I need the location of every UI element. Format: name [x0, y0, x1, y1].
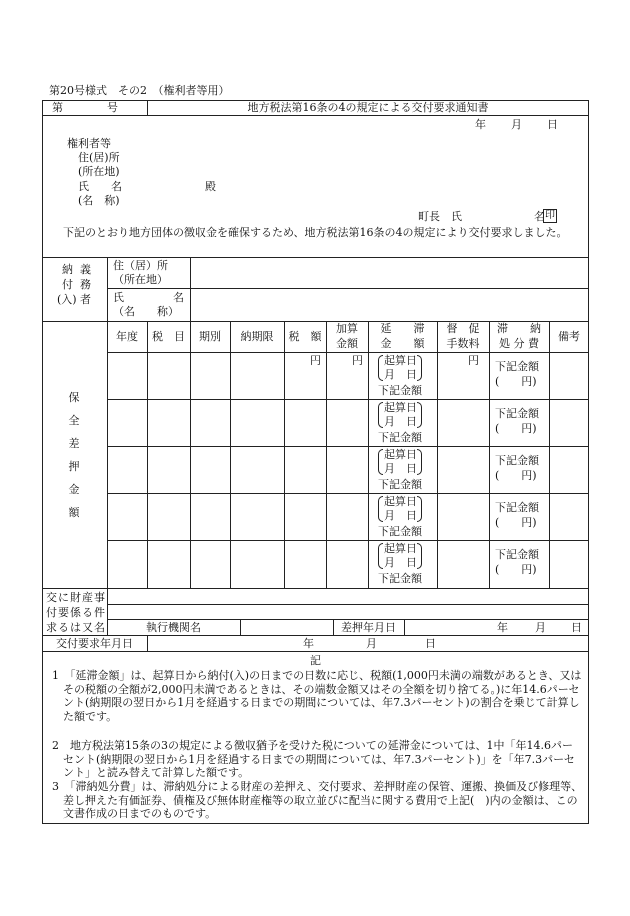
- row5-start: 起算日: [384, 542, 417, 555]
- payer-name-a: 氏: [113, 291, 124, 304]
- request-year: 年: [303, 637, 314, 650]
- issuer-seal-prefix: 名: [534, 210, 545, 223]
- row2-dispose-yen: ( 円): [495, 422, 537, 435]
- header-period: 期別: [199, 330, 221, 343]
- unit-tax: 円: [310, 354, 321, 367]
- header-urge-a: 督 促: [446, 322, 480, 335]
- seize-year: 年: [497, 621, 508, 634]
- form-id: 第20号様式 その2 （権利者等用）: [49, 84, 230, 97]
- date-month: 月: [511, 118, 522, 131]
- agency-label: 執行機関名: [146, 621, 201, 634]
- row5-dispose-below: 下記金額: [495, 548, 539, 561]
- header-add-a: 加算: [336, 322, 358, 335]
- note-2: 2 地方税法第15条の3の規定による徴収猶予を受けた税についての延滞金については、1中「年14.6パーセント(納期限の翌日から1月を経過する日までの期間については、年7.3パーセント)」を「年7.3パーセント」と読み替えて計算した額です。: [52, 739, 575, 780]
- header-dispose-b: 処 分 費: [499, 337, 539, 350]
- row2-month-day: 月 日: [384, 415, 417, 428]
- row1-dispose-yen: ( 円): [495, 375, 537, 388]
- seize-day: 日: [571, 621, 582, 634]
- honorific: 殿: [205, 180, 216, 193]
- request-month: 月: [366, 637, 377, 650]
- header-late-a: 延 滞: [380, 322, 425, 335]
- header-tax: 税 額: [288, 330, 322, 343]
- header-due: 納期限: [240, 330, 274, 343]
- header-urge-b: 手数料: [446, 337, 480, 350]
- property-label-col3: 財 係 は: [70, 591, 81, 634]
- row1-start: 起算日: [384, 354, 417, 367]
- row3-below: 下記金額: [378, 478, 422, 491]
- payer-address-alt: （所在地）: [113, 273, 168, 286]
- row4-month-day: 月 日: [384, 509, 417, 522]
- holder-label: 権利者等: [67, 137, 111, 150]
- property-label-col4: 産 る 又: [82, 591, 93, 634]
- header-late-b: 金 額: [380, 337, 425, 350]
- seal-mark: 印: [545, 210, 555, 221]
- notes-title: 記: [310, 654, 321, 667]
- row5-below: 下記金額: [378, 572, 422, 585]
- note-3: 3 「滞納処分費」は、滞納処分による財産の差押え、交付要求、差押財産の保管、運搬、換価及び修理等、差し押えた有価証券、債権及び無体財産権等の取立並びに配当に関する費用で上記( )内の金額は、この文書作成の日までのものです。: [52, 780, 583, 821]
- number-label: 第 号: [52, 101, 118, 114]
- row2-dispose-below: 下記金額: [495, 407, 539, 420]
- row1-dispose-below: 下記金額: [495, 360, 539, 373]
- date-day: 日: [547, 118, 558, 131]
- row3-dispose-yen: ( 円): [495, 469, 537, 482]
- row3-month-day: 月 日: [384, 462, 417, 475]
- row4-dispose-yen: ( 円): [495, 516, 537, 529]
- row2-start: 起算日: [384, 401, 417, 414]
- row1-month-day: 月 日: [384, 368, 417, 381]
- header-note: 備考: [558, 330, 580, 343]
- payer-side-label-a: 納 付 (入): [57, 263, 77, 306]
- row4-below: 下記金額: [378, 525, 422, 538]
- header-dispose-a: 滞 納: [497, 322, 541, 335]
- row2-below: 下記金額: [378, 431, 422, 444]
- seize-month: 月: [535, 621, 546, 634]
- table-side-label: 保 全 差 押 金 額: [68, 391, 80, 519]
- header-add-b: 金額: [336, 337, 358, 350]
- seize-date-label: 差押年月日: [341, 621, 396, 634]
- payer-name-alt: （名 称）: [113, 305, 179, 318]
- form-title: 地方税法第16条の4の規定による交付要求通知書: [247, 101, 489, 114]
- row5-dispose-yen: ( 円): [495, 563, 537, 576]
- row1-below: 下記金額: [378, 384, 422, 397]
- property-label-col1: 交 付 求: [46, 591, 57, 634]
- row3-dispose-below: 下記金額: [495, 454, 539, 467]
- row4-start: 起算日: [384, 495, 417, 508]
- issuer-label: 町長 氏: [418, 210, 462, 223]
- date-year: 年: [475, 118, 486, 131]
- property-label-col5: 事 件 名: [94, 591, 105, 634]
- recipient-address-alt: (所在地): [78, 165, 120, 178]
- note-1: 1 「延滞金額」は、起算日から納付(入)の日までの日数に応じ、税額(1,000円未満の端数があるとき、又はその税額の全額が2,000円未満であるときは、その端数金額又はその全額を切り捨てる。)に年14.6パーセント(納期限の翌日から1月を経過する日までの期間については、年7.3パーセント)の割合を乗じて計算した額です。: [52, 669, 582, 723]
- recipient-name-alt: (名 称): [78, 194, 120, 207]
- row3-start: 起算日: [384, 448, 417, 461]
- unit-add: 円: [352, 354, 363, 367]
- intro-text: 下記のとおり地方団体の徴収金を確保するため、地方税法第16条の4の規定により交付要求しました。: [63, 226, 568, 239]
- request-date-label: 交付要求年月日: [56, 637, 133, 650]
- property-label-col2: に 要 る: [58, 591, 69, 634]
- header-year: 年度: [116, 330, 138, 343]
- row4-dispose-below: 下記金額: [495, 501, 539, 514]
- recipient-address-label: 住(居)所: [78, 151, 120, 164]
- row5-month-day: 月 日: [384, 556, 417, 569]
- payer-name-b: 名: [173, 291, 184, 304]
- unit-urge: 円: [468, 354, 479, 367]
- header-item: 税 目: [152, 330, 185, 343]
- request-day: 日: [425, 637, 436, 650]
- recipient-name-label: 氏 名: [78, 180, 122, 193]
- payer-side-label-b: 義 務 者: [80, 263, 91, 306]
- payer-address-label: 住（居）所: [113, 259, 168, 272]
